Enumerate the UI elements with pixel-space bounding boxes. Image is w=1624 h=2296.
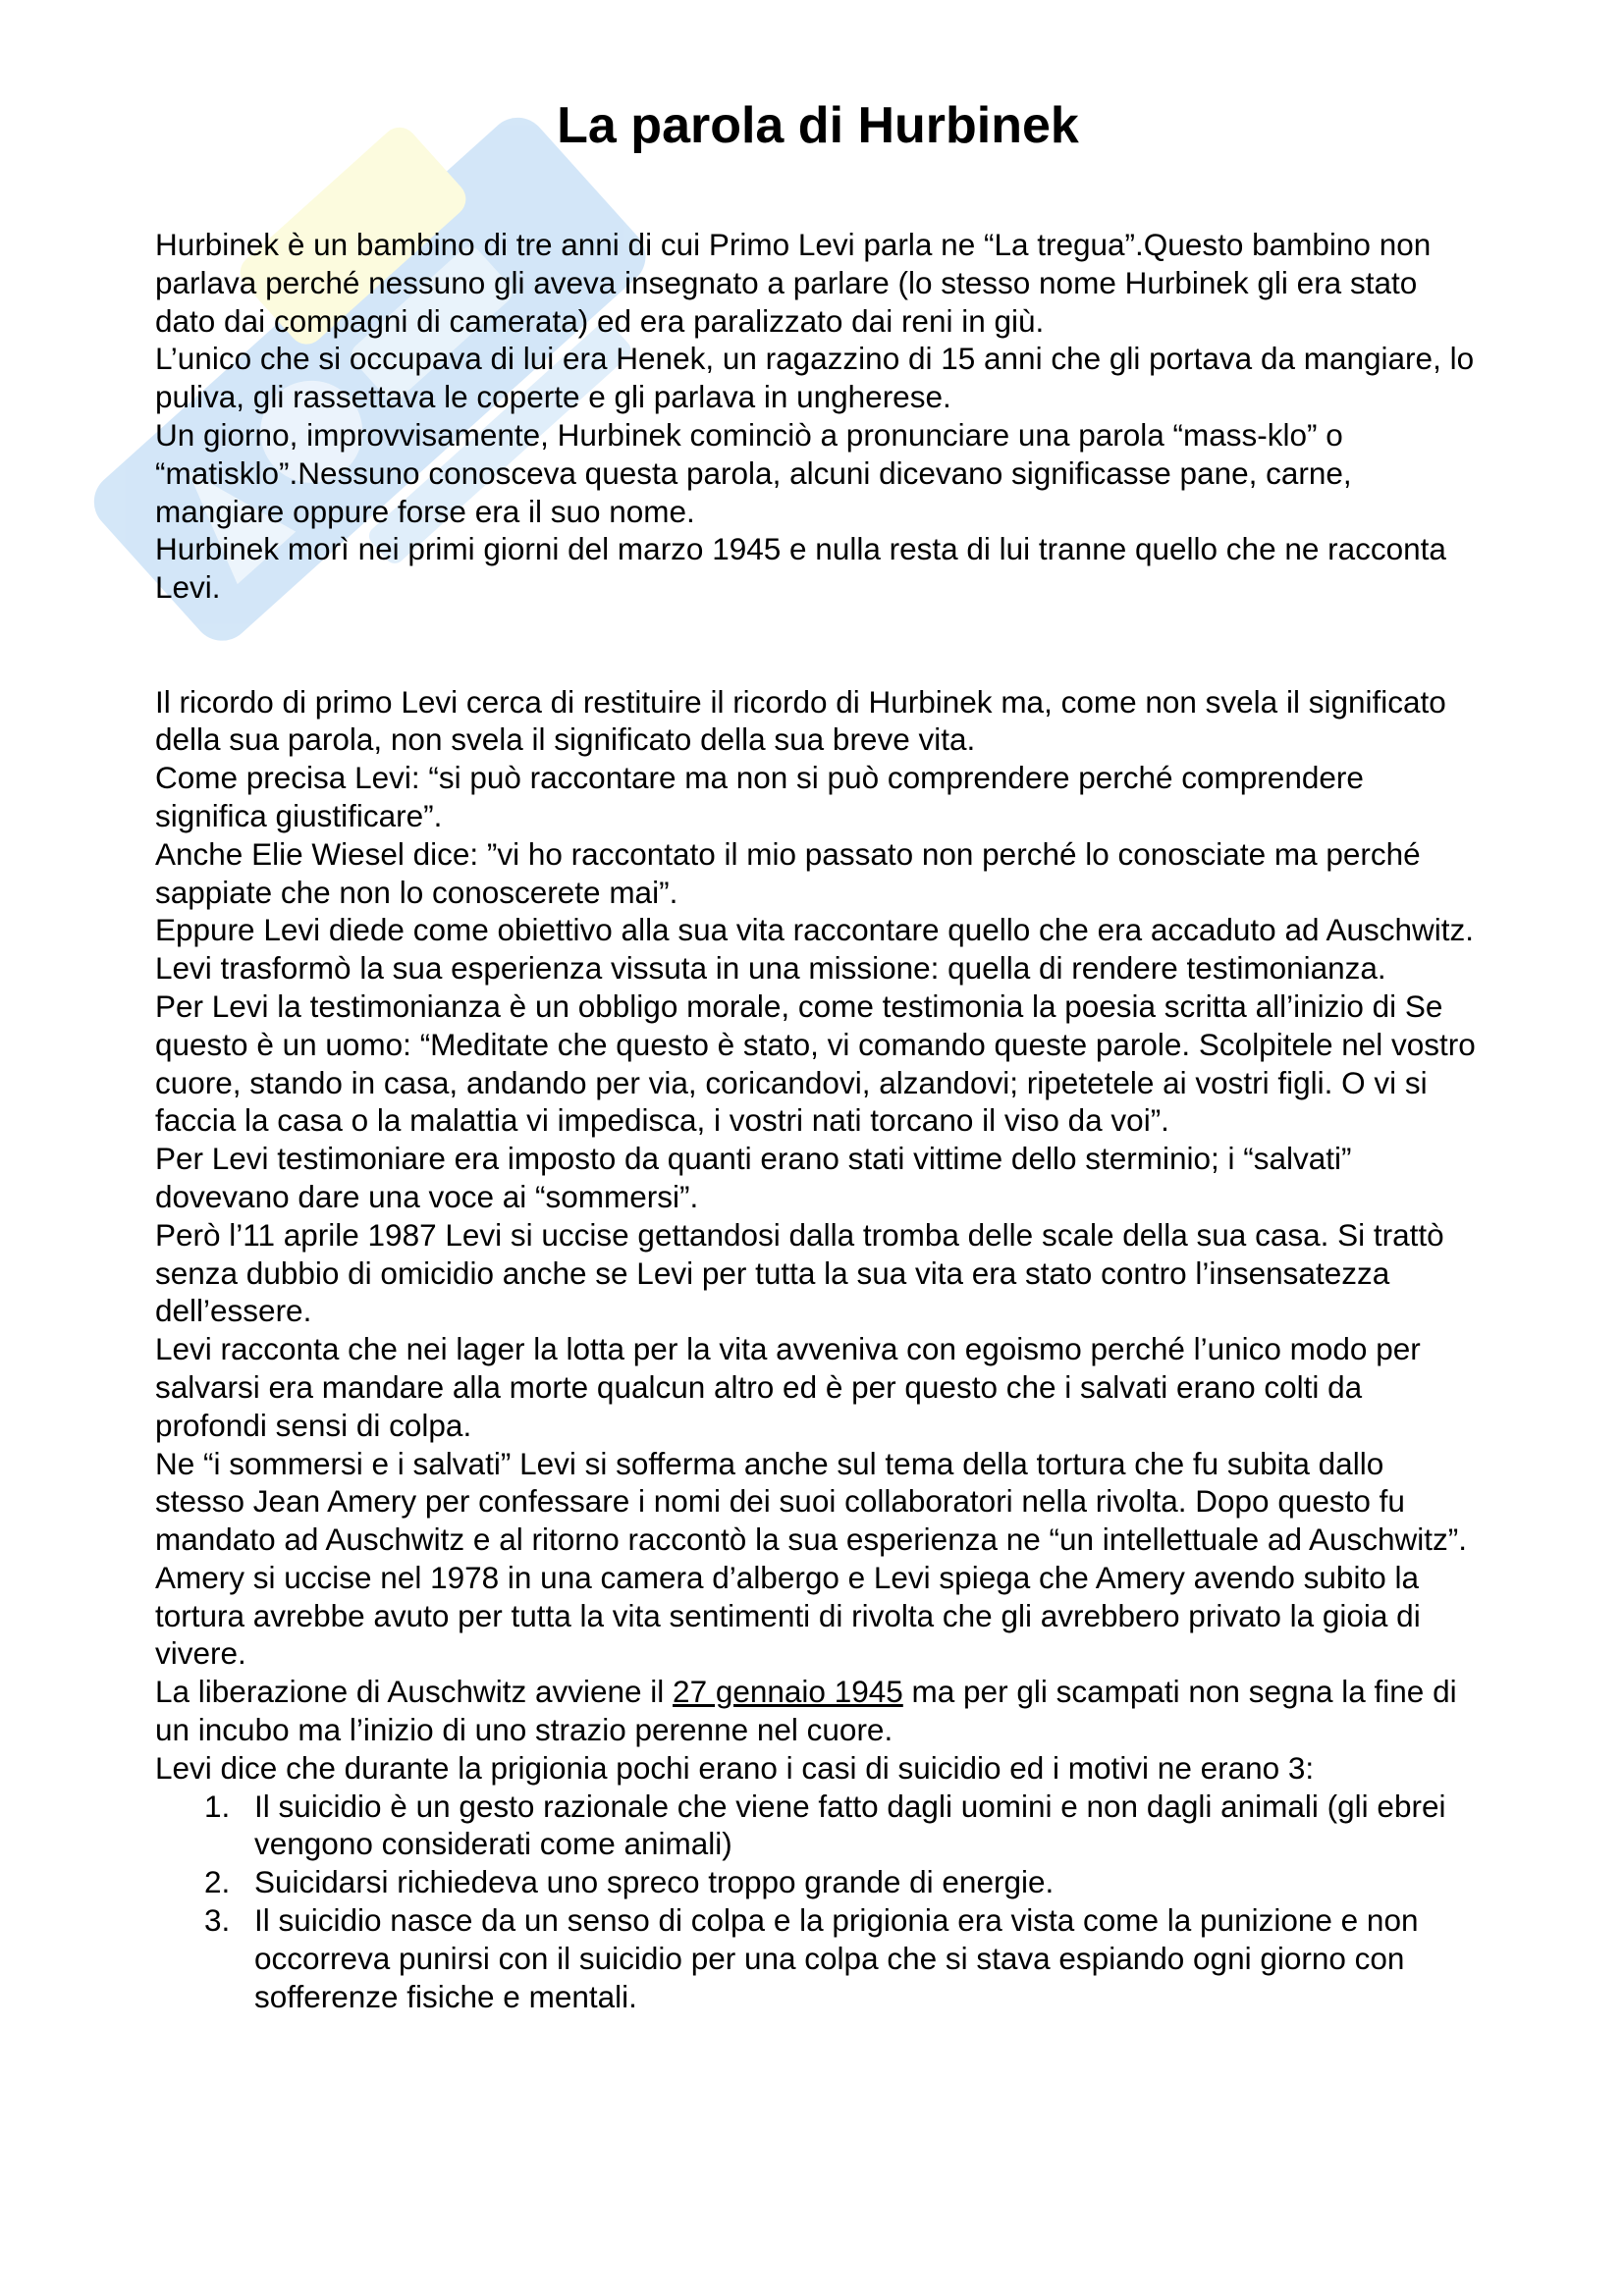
paragraph: Anche Elie Wiesel dice: ”vi ho raccontato il mio passato non perché lo conosciate ma perché sappiate che non lo conoscerete mai”.	[155, 835, 1421, 910]
liberation-text-before: La liberazione di Auschwitz avviene il	[155, 1674, 674, 1710]
list-item	[155, 1901, 1481, 2015]
list-item-number: 3.	[204, 1902, 231, 1939]
paragraph: Ne “i sommersi e i salvati” Levi si sofferma anche sul tema della tortura che fu subita dallo stesso Jean Amery per confessare i nomi dei suoi collaboratori nella rivolta. Dopo questo fu mandato ad Auschwitz e al ritorno raccontò la sua esperienza ne “un intellettuale ad Auschwitz”.	[155, 1445, 1468, 1558]
reasons-list	[155, 1788, 1481, 2016]
list-intro: Levi dice che durante la prigionia pochi erano i casi di suicidio ed i motivi ne erano 3:	[155, 1749, 1315, 1786]
paragraph: Eppure Levi diede come obiettivo alla sua vita raccontare quello che era accaduto ad Auschwitz. Levi trasformò la sua esperienza vissuta in una missione: quella di rendere testimonianza.	[155, 912, 1475, 987]
blank-gap	[155, 607, 1481, 683]
paragraph: Per Levi testimoniare era imposto da quanti erano stati vittime dello sterminio; i “salvati” dovevano dare una voce ai “sommersi”.	[155, 1141, 1352, 1214]
list-item	[155, 1863, 1481, 1901]
paragraph: Un giorno, improvvisamente, Hurbinek cominciò a pronunciare una parola “mass-klo” o “matisklo”.Nessuno conosceva questa parola, alcuni dicevano significasse pane, carne, mangiare oppure forse era il suo nome.	[155, 416, 1352, 529]
paragraph: Come precisa Levi: “si può raccontare ma non si può comprendere perché comprendere significa giustificare”.	[155, 760, 1364, 833]
paragraph: Levi racconta che nei lager la lotta per la vita avveniva con egoismo perché l’unico modo per salvarsi era mandare alla morte qualcun altro ed è per questo che i salvati erano colti da profondi sensi di colpa.	[155, 1331, 1421, 1443]
list-item	[155, 1788, 1481, 1864]
document-title: La parola di Hurbinek	[557, 97, 1079, 154]
paragraph: Hurbinek è un bambino di tre anni di cui Primo Levi parla ne “La tregua”.Questo bambino non parlava perché nessuno gli aveva insegnato a parlare (lo stesso nome Hurbinek gli era stato dato dai compagni di camerata) ed era paralizzato dai reni in giù.	[155, 227, 1432, 339]
paragraph: Per Levi la testimonianza è un obbligo morale, come testimonia la poesia scritta all’inizio di Se questo è un uomo: “Meditate che questo è stato, vi comando queste parole. Scolpitele nel vostro cuore, stando in casa, andando per via, coricandovi, alzandovi; ripetetele ai vostri figli. O vi si faccia la casa o la malattia vi impedisca, i vostri nati torcano il viso da voi”.	[155, 988, 1476, 1139]
list-item-text: Il suicidio nasce da un senso di colpa e la prigionia era vista come la punizione e non occorreva punirsi con il suicidio per una colpa che si stava espiando ogni giorno con sofferenze fisiche e mentali.	[254, 1902, 1419, 2014]
paragraph-liberation	[155, 1673, 1481, 1749]
liberation-date-link: 27 gennaio 1945	[673, 1674, 903, 1710]
list-item-number: 2.	[204, 1864, 231, 1900]
paragraph: Però l’11 aprile 1987 Levi si uccise gettandosi dalla tromba delle scale della sua casa. Si trattò senza dubbio di omicidio anche se Levi per tutta la sua vita era stato contro l’insensatezza dell’essere.	[155, 1216, 1444, 1329]
document-body	[155, 226, 1481, 2015]
list-item-text: Suicidarsi richiedeva uno spreco troppo grande di energie.	[254, 1864, 1055, 1900]
paragraph: Amery si uccise nel 1978 in una camera d’albergo e Levi spiega che Amery avendo subito la tortura avrebbe avuto per tutta la vita sentimenti di rivolta che gli avrebbero privato la gioia di vivere.	[155, 1559, 1421, 1672]
paragraph: L’unico che si occupava di lui era Henek, un ragazzino di 15 anni che gli portava da mangiare, lo puliva, gli rassettava le coperte e gli parlava in ungherese.	[155, 341, 1475, 415]
list-item-number: 1.	[204, 1788, 231, 1824]
paragraph: Hurbinek morì nei primi giorni del marzo 1945 e nulla resta di lui tranne quello che ne racconta Levi.	[155, 531, 1446, 606]
paragraph: Il ricordo di primo Levi cerca di restituire il ricordo di Hurbinek ma, come non svela il significato della sua parola, non svela il significato della sua breve vita.	[155, 683, 1446, 758]
list-item-text: Il suicidio è un gesto razionale che viene fatto dagli uomini e non dagli animali (gli ebrei vengono considerati come animali)	[254, 1788, 1446, 1862]
liberation-text-after: ma per gli scampati non segna la fine di un incubo ma l’inizio di uno strazio perenne nel cuore.	[155, 1674, 1457, 1748]
